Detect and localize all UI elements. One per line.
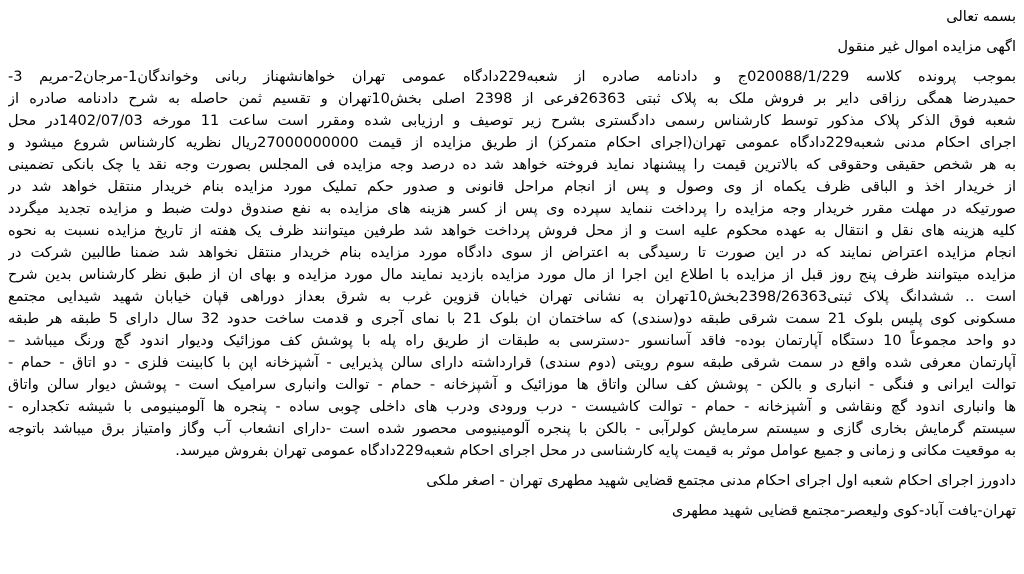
body-line: دو واحد مجموعاً 10 دستگاه آپارتمان بوده- فاقد آسانسور -دسترسی به طبقات از طریق راه پله با پوشش کف موزائیک ودیوار اندود گچ ورنگ میباشد – [8,333,1016,349]
body-line: کلیه هزینه های نقل و انتقال به عهده محکوم علیه است و از محل فروش پرداخت خواهد شد طرفین میتوانند ظرف یک هفته از تاریخ مزایده نسبت به نحوه [8,223,1016,239]
address-line: تهران-یافت آباد-کوی ولیعصر-مجتمع قضایی شهید مطهری [672,503,1016,519]
signature-line: دادورز اجرای احکام شعبه اول اجرای احکام مدنی مجتمع قضایی شهید مطهری تهران - اصغر ملکی [426,473,1016,489]
body-line: انجام مزایده اعتراض نمایند که در این صورت تا رسیدگی به اعتراض از سوی دادگاه مورد مزایده بنام خریدار منتقل نخواهد شد ضمنا طالبین شرکت در [8,245,1016,261]
body-line: آپارتمان معرفی شده واقع در سمت شرقی طبقه سوم رویتی (دوم سندی) قرارداشته دارای سالن پذیرایی - آشپزخانه اپن با کابینت فلزی - دو اتاق - حمام - [8,355,1016,371]
notice-title: اگهی مزایده اموال غیر منقول [837,39,1016,55]
notice-body [8,66,1016,462]
body-line: سیستم گرمایش بخاری گازی و سیستم سرمایش کولرآبی - بالکن با پنجره آلومینیومی محصور شده است -دارای انشعاب آب وگاز وامتیاز برق میباشد باتوجه [8,421,1016,437]
body-line: مزایده میتوانند ظرف پنج روز قبل از مزایده با اطلاع این اجرا از مال مورد مزایده بازدید نمایند مال مورد مزایده و بهای ان از طبق نظر کارشناس بدین شرح [8,267,1016,283]
basmala: بسمه تعالی [946,9,1016,25]
body-line: به هر شخص حقیقی وحقوقی که بالاترین قیمت را پیشنهاد نماید فروخته خواهد شد ده درصد وجه مزایده فی المجلس بصورت وجه نقد یا چک بانکی تضمینی [8,157,1016,173]
body-line: از خریدار اخذ و الباقی ظرف یکماه از وی وصول و پس از انجام مراحل قانونی و صدور حکم تملیک مورد مزایده بنام خریدار منتقل خواهد شد در [8,179,1016,195]
auction-notice-document [8,6,1016,568]
body-line: مسکونی کوی پلیس بلوک 21 سمت شرقی طبقه دو(سندی) که ساختمان ان بلوک 21 با نمای آجری و قدمت ساخت حدود 32 سال دارای 5 طبقه هر طبقه [8,311,1016,327]
body-line: شعبه فوق الذکر پلاک مذکور توسط کارشناس رسمی دادگستری بشرح زیر توصیف و ارزیابی شده ومقرر است ساعت 11 مورخه 1402/07/03در محل [8,113,1016,129]
body-line: به موقعیت مکانی و زمانی و جمیع عوامل موثر به قیمت پایه کارشناسی در محل اجرای احکام شعبه229دادگاه عمومی تهران بفروش میرسد. [175,443,1016,459]
body-line: است .. ششدانگ پلاک ثبتی2398/26363بخش10تهران به نشانی تهران خیابان قزوین غرب به شرق بعداز دوراهی قپان خیابان شهید شیدایی مجتمع [8,289,1016,305]
body-line: حمیدرضا همگی رزاقی دایر بر فروش ملک به پلاک ثبتی 26363فرعی از 2398 اصلی بخش10تهران و تقسیم ثمن حاصله به شرح دادنامه صادره از [8,91,1016,107]
body-line: اجرای احکام مدنی شعبه229دادگاه عمومی تهران(اجرای احکام متمرکز) از طریق مزایده از قیمت 27000000000ریال نظریه کارشناس شروع میشود و [8,135,1016,151]
spacer [8,462,1016,470]
body-line: صورتیکه در مهلت مقرر خریدار وجه مزایده را پرداخت ننماید سپرده وی پس از کسر هزینه های مزایده به نفع صندوق دولت ضبط و مزایده تجدید میگردد [8,201,1016,217]
body-line: توالت ایرانی و فنگی - انباری و بالکن - پوشش کف سالن واتاق ها موزائیک و آشپزخانه - حمام - توالت وانباری سرامیک است - پوشش دیوار سالن واتاق [8,377,1016,393]
body-line: بموجب پرونده کلاسه 020088/1/229ج و دادنامه صادره از شعبه229دادگاه عمومی تهران خواهانشهناز ربانی وخواندگان1-مرجان2-مریم 3- [8,69,1016,85]
body-line: ها وانباری اندود گچ ونقاشی و آشپزخانه - حمام - توالت کاشیست - درب ورودی ودرب های داخلی چوبی ساده - پنجره ها آلومینیومی با شیشه تکجداره - [8,399,1016,415]
